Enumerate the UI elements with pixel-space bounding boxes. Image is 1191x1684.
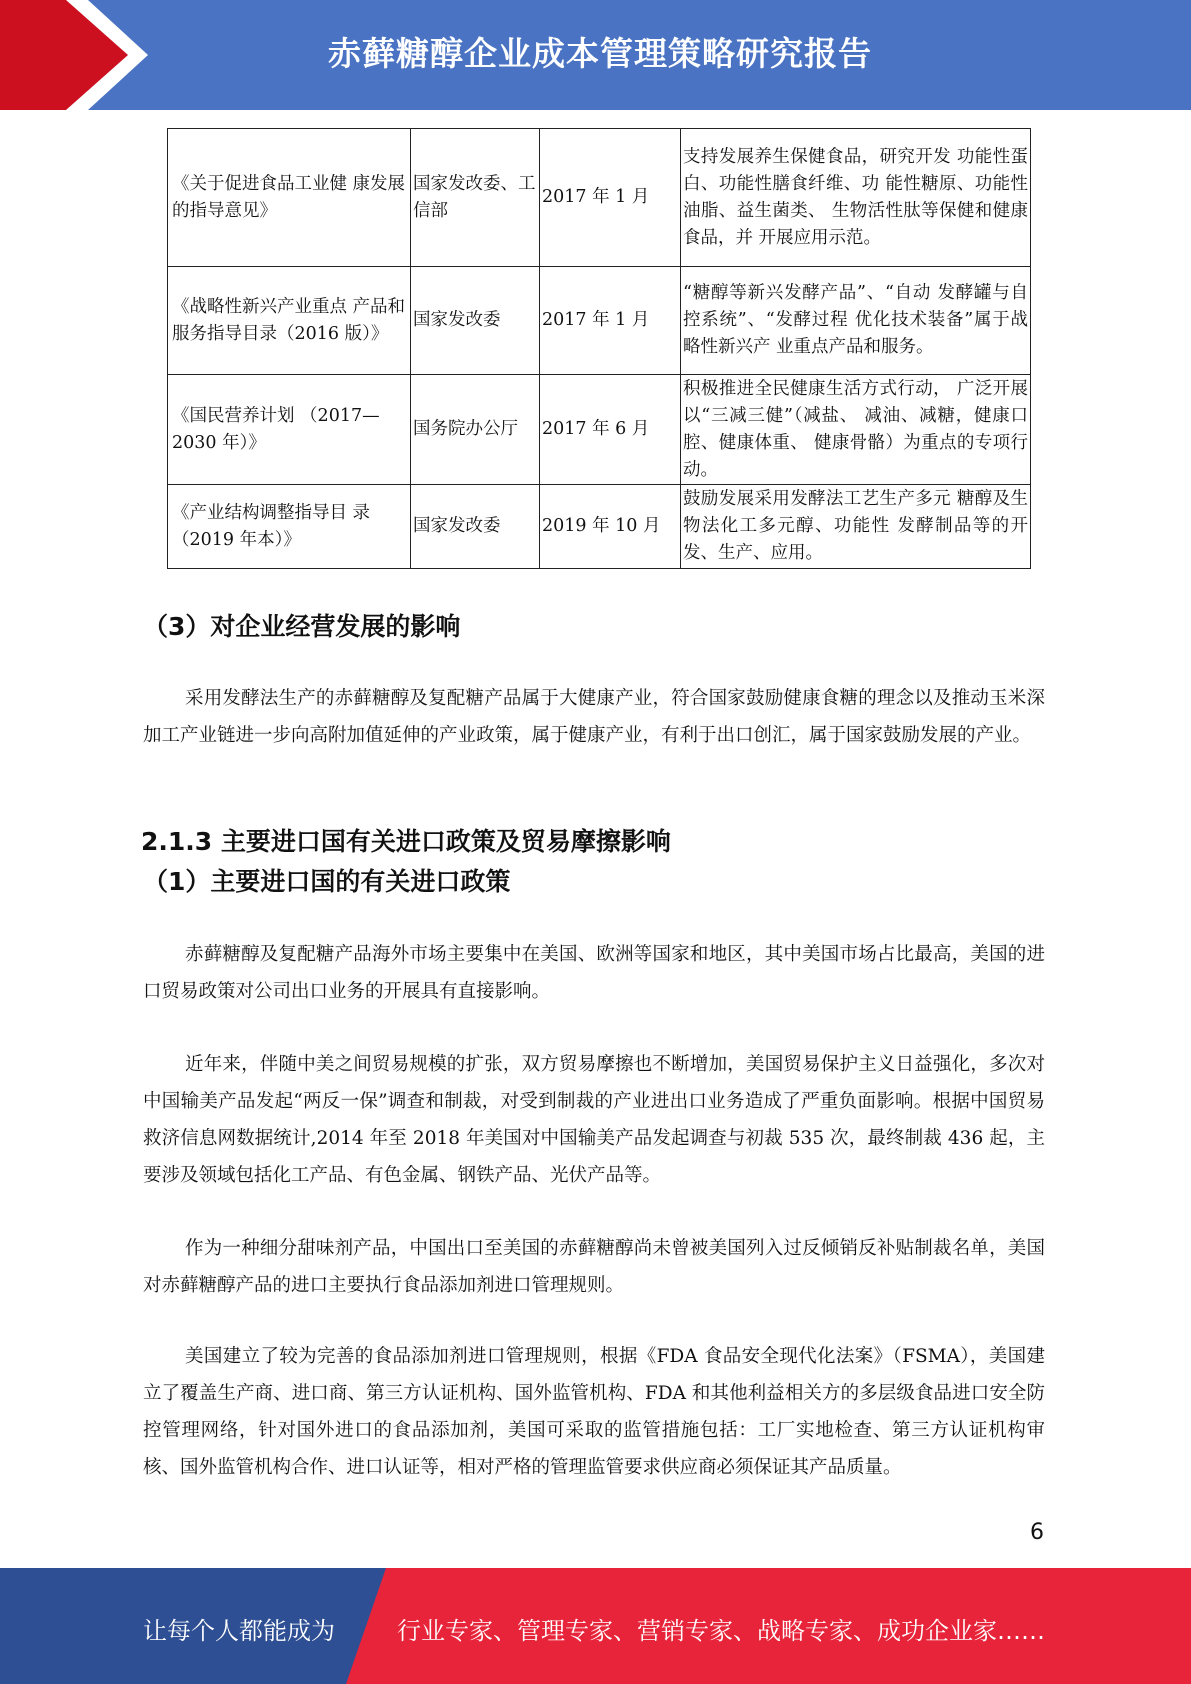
chapter-heading: 2.1.3 主要进口国有关进口政策及贸易摩擦影响 [141, 827, 671, 856]
table-row [168, 375, 1031, 485]
footer-slogan-left: 让每个人都能成为 [143, 1617, 335, 1645]
policy-name-cell: 《战略性新兴产业重点 产品和服务指导目录（2016 版）》 [168, 267, 411, 375]
body-paragraph: 近年来，伴随中美之间贸易规模的扩张，双方贸易摩擦也不断增加，美国贸易保护主义日益强化，多次对中国输美产品发起“两反一保”调查和制裁，对受到制裁的产业进出口业务造成了严重负面影响。根据中国贸易救济信息网数据统计,2014 年至 2018 年美国对中国输美产品发起调查与初裁 535 次，最终制裁 436 起，主要涉及领域包括化工产品、有色金属、钢铁产品、光伏产品等。 [143, 1054, 1045, 1186]
policy-name-cell: 《产业结构调整指导目 录（2019 年本）》 [168, 485, 411, 569]
table-row [168, 485, 1031, 569]
section-heading: （1）主要进口国的有关进口政策 [143, 867, 511, 896]
content-cell: 鼓励发展采用发酵法工艺生产多元 糖醇及生物法化工多元醇、功能性 发酵制品等的开发、生产、应用。 [681, 485, 1031, 569]
content-cell: “糖醇等新兴发酵产品”、“自动 发酵罐与自控系统”、“发酵过程 优化技术装备”属于战略性新兴产 业重点产品和服务。 [681, 267, 1031, 375]
section-heading: （3）对企业经营发展的影响 [143, 612, 461, 641]
date-cell: 2017 年 1 月 [540, 267, 681, 375]
footer-slogan-right: 行业专家、管理专家、营销专家、战略专家、成功企业家…… [397, 1617, 1045, 1645]
policy-name-cell: 《国民营养计划 （2017—2030 年）》 [168, 375, 411, 485]
body-paragraph: 作为一种细分甜味剂产品，中国出口至美国的赤藓糖醇尚未曾被美国列入过反倾销反补贴制裁名单，美国对赤藓糖醇产品的进口主要执行食品添加剂进口管理规则。 [143, 1238, 1045, 1296]
page-header [0, 0, 1191, 110]
date-cell: 2019 年 10 月 [540, 485, 681, 569]
body-paragraph: 赤藓糖醇及复配糖产品海外市场主要集中在美国、欧洲等国家和地区，其中美国市场占比最高，美国的进口贸易政策对公司出口业务的开展具有直接影响。 [143, 944, 1045, 1002]
table-row [168, 267, 1031, 375]
content-cell: 支持发展养生保健食品，研究开发 功能性蛋白、功能性膳食纤维、功 能性糖原、功能性油脂、益生菌类、 生物活性肽等保健和健康食品，并 开展应用示范。 [681, 129, 1031, 267]
body-paragraph: 采用发酵法生产的赤藓糖醇及复配糖产品属于大健康产业，符合国家鼓励健康食糖的理念以及推动玉米深加工产业链进一步向高附加值延伸的产业政策，属于健康产业，有利于出口创汇，属于国家鼓励发展的产业。 [143, 688, 1045, 746]
issuer-cell: 国务院办公厅 [411, 375, 540, 485]
date-cell: 2017 年 6 月 [540, 375, 681, 485]
issuer-cell: 国家发改委 [411, 485, 540, 569]
policy-table [167, 128, 1031, 569]
issuer-cell: 国家发改委 [411, 267, 540, 375]
report-title: 赤藓糖醇企业成本管理策略研究报告 [328, 34, 872, 73]
page-number: 6 [1030, 1520, 1044, 1545]
page-footer [0, 1568, 1191, 1684]
body-paragraph: 美国建立了较为完善的食品添加剂进口管理规则，根据《FDA 食品安全现代化法案》（FSMA），美国建立了覆盖生产商、进口商、第三方认证机构、国外监管机构、FDA 和其他利益相关方的多层级食品进口安全防控管理网络，针对国外进口的食品添加剂，美国可采取的监管措施包括：工厂实地检查、第三方认证机构审核、国外监管机构合作、进口认证等，相对严格的管理监管要求供应商必须保证其产品质量。 [143, 1346, 1045, 1478]
policy-name-cell: 《关于促进食品工业健 康发展的指导意见》 [168, 129, 411, 267]
red-chevron-decoration [0, 0, 150, 110]
table-row [168, 129, 1031, 267]
date-cell: 2017 年 1 月 [540, 129, 681, 267]
content-cell: 积极推进全民健康生活方式行动， 广泛开展以“三减三健”（减盐、 减油、减糖，健康口腔、健康体重、 健康骨骼）为重点的专项行动。 [681, 375, 1031, 485]
issuer-cell: 国家发改委、工信部 [411, 129, 540, 267]
